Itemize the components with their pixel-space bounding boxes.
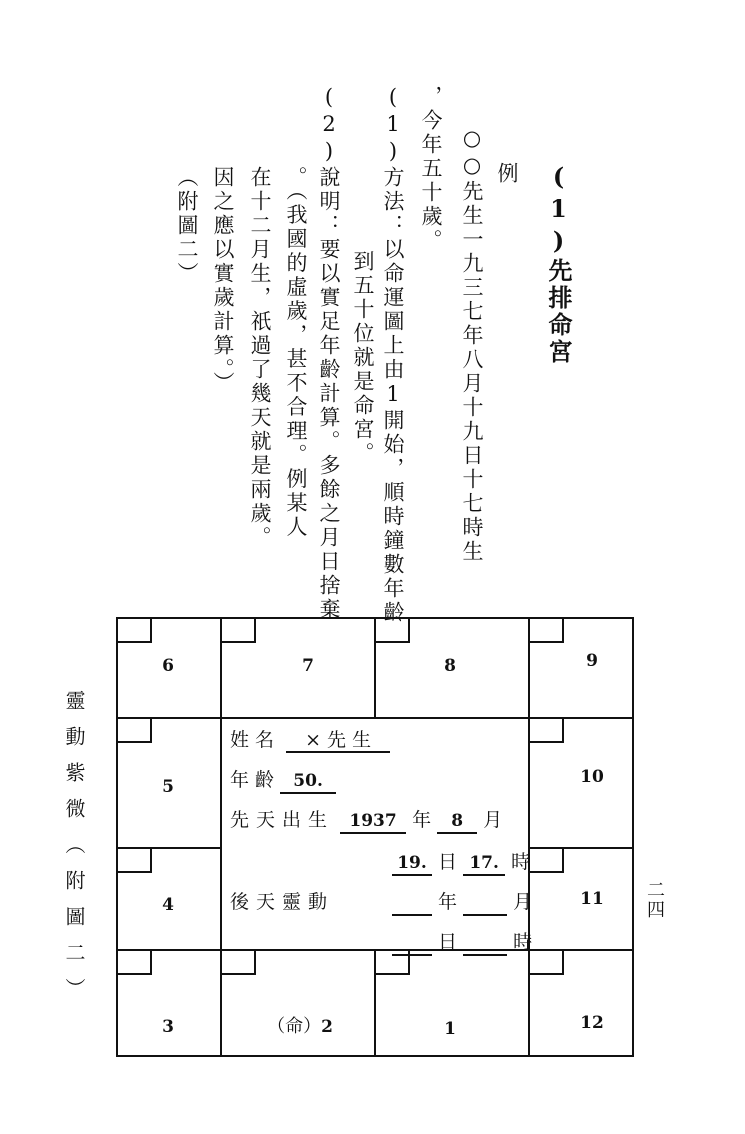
name-value: × 先 生 [286, 729, 390, 753]
example-label: 例 [495, 162, 519, 186]
name-label: 姓 名 [230, 729, 275, 751]
palace-number: 10 [580, 767, 604, 787]
age-value: 50. [280, 770, 336, 794]
palace-corner-box [118, 849, 152, 873]
houtian-day-blank [392, 932, 432, 956]
palace-7 [222, 619, 374, 717]
houtian-month-blank [463, 892, 507, 916]
palace-number: 8 [444, 656, 456, 676]
destiny-chart [116, 617, 634, 1057]
year-unit: 年 [412, 809, 432, 831]
palace-corner-box [530, 849, 564, 873]
explain-line-2: 。（我國的虛歲，甚不合理。例某人 [284, 166, 308, 540]
page-number: 二四 [644, 880, 665, 920]
palace-number: 4 [162, 895, 174, 915]
palace-3 [118, 951, 220, 1055]
palace-6 [118, 619, 220, 717]
month-unit: 月 [513, 891, 533, 913]
birth-day: 19. [392, 852, 432, 876]
year-unit: 年 [438, 891, 458, 913]
hour-unit: 時 [513, 931, 533, 953]
birth-hour: 17. [463, 852, 505, 876]
palace-corner-box [530, 619, 564, 643]
birth-label: 先天出生 [230, 809, 335, 831]
palace-11 [530, 849, 632, 949]
palace-8 [376, 619, 528, 717]
palace-number-value: 2 [321, 1017, 333, 1037]
age-row [230, 765, 336, 794]
palace-number: 9 [586, 651, 598, 671]
name-row [230, 725, 390, 753]
method-line-2: 到五十位就是命宮。 [351, 250, 375, 466]
palace-number [267, 1012, 333, 1038]
palace-corner-box [222, 619, 256, 643]
day-unit: 日 [438, 931, 458, 953]
palace-corner-box [118, 619, 152, 643]
hour-unit: 時 [511, 851, 531, 873]
houtian-year-row [392, 887, 532, 916]
ming-palace-marker: （命） [267, 1016, 322, 1037]
palace-5 [118, 719, 220, 847]
birth-day-row [392, 847, 530, 876]
palace-4 [118, 849, 220, 949]
figure-reference: （附圖二） [175, 166, 199, 286]
palace-corner-box [530, 951, 564, 975]
houtian-year-blank [392, 892, 432, 916]
explain-line-4: 因之應以實歲計算。） [211, 166, 235, 396]
palace-number: 11 [580, 889, 604, 909]
palace-9 [530, 619, 632, 717]
side-title: 靈動紫微（附圖二） [62, 690, 86, 1014]
explain-line-1: (2)說明：要以實足年齡計算。多餘之月日捨棄 [317, 85, 341, 622]
palace-number: 3 [162, 1017, 174, 1037]
palace-12 [530, 951, 632, 1055]
palace-corner-box [118, 719, 152, 743]
palace-number: 6 [162, 656, 174, 676]
palace-corner-box [118, 951, 152, 975]
age-label: 年 齡 [230, 769, 275, 791]
explain-line-3: 在十二月生，祇過了幾天就是兩歲。 [248, 166, 272, 550]
method-line-1: (1)方法：以命運圖上由1開始，順時鐘數年齡 [381, 85, 405, 625]
palace-number: 7 [302, 656, 314, 676]
palace-corner-box [376, 619, 410, 643]
month-unit: 月 [483, 809, 503, 831]
day-unit: 日 [438, 851, 458, 873]
palace-number: 1 [444, 1019, 456, 1039]
houtian-label: 後天靈動 [230, 891, 335, 913]
palace-1 [376, 951, 528, 1055]
palace-10 [530, 719, 632, 847]
houtian-hour-blank [463, 932, 507, 956]
section-heading: (1)先排命宮 [544, 162, 573, 366]
birth-month: 8 [437, 810, 477, 834]
palace-number: 12 [580, 1013, 604, 1033]
houtian-day-row [392, 927, 532, 956]
palace-corner-box [222, 951, 256, 975]
example-line-2: ，今年五十歲。 [419, 85, 443, 253]
palace-2 [222, 951, 374, 1055]
palace-corner-box [530, 719, 564, 743]
birth-year: 1937 [340, 810, 406, 834]
example-line-1: ○○先生一九三七年八月十九日十七時生 [460, 126, 484, 564]
palace-number: 5 [162, 777, 174, 797]
birth-row [230, 805, 502, 834]
